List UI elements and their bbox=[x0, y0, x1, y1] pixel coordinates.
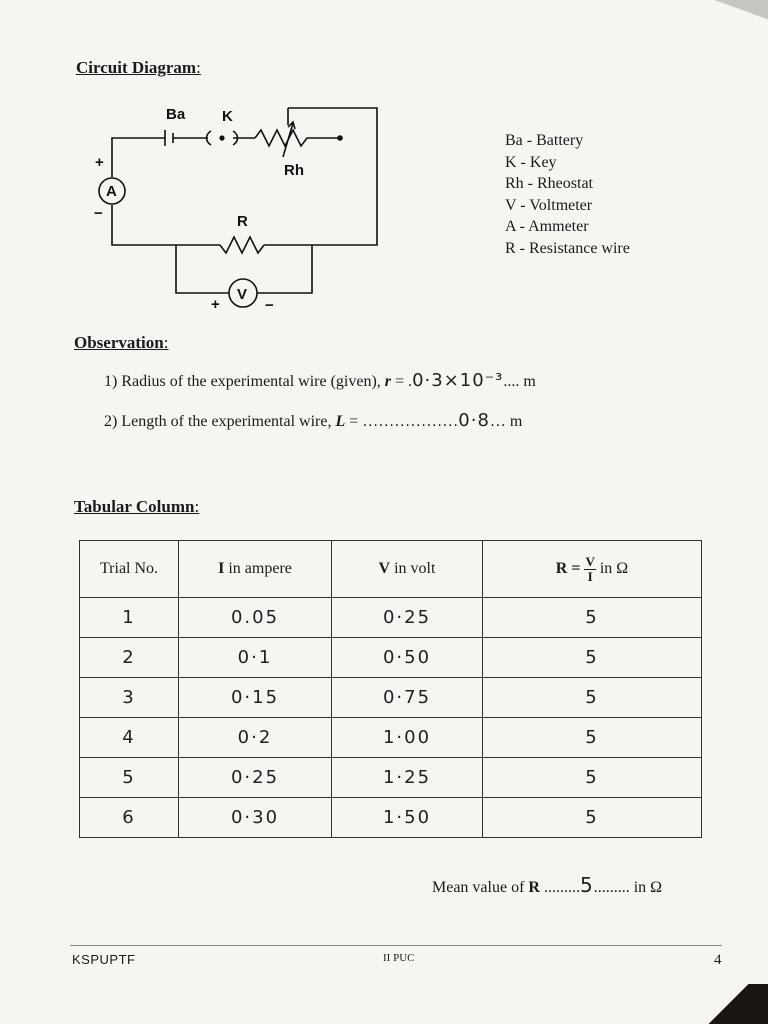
resistance-cell: 5 bbox=[483, 678, 702, 718]
current-cell: 0·25 bbox=[179, 758, 332, 798]
voltage-cell: 1·50 bbox=[332, 798, 483, 838]
observation-radius: 1) Radius of the experimental wire (given), r = .0·3×10⁻³.... m bbox=[104, 370, 536, 391]
current-cell: 0·30 bbox=[179, 798, 332, 838]
rheostat-label: Rh bbox=[284, 162, 304, 179]
current-cell: 0·15 bbox=[179, 678, 332, 718]
legend-item: Ba - Battery bbox=[505, 132, 584, 149]
resistance-cell: 5 bbox=[483, 638, 702, 678]
page-corner-shadow bbox=[708, 984, 768, 1024]
resistance-header: R = $\frac{V}{I}$ in Ω bbox=[483, 541, 702, 598]
ammeter-label: A bbox=[106, 183, 117, 200]
legend-item: R - Resistance wire bbox=[505, 239, 630, 257]
voltage-cell: 1·00 bbox=[332, 718, 483, 758]
current-cell: 0.05 bbox=[179, 598, 332, 638]
voltmeter-plus-sign: + bbox=[211, 296, 220, 313]
resistance-cell: 5 bbox=[483, 798, 702, 838]
trial-cell: 4 bbox=[80, 718, 179, 758]
length-value: 0·8 bbox=[458, 410, 490, 431]
table-row bbox=[80, 598, 702, 638]
mean-resistance-line: Mean value of R .........5......... in Ω bbox=[432, 873, 663, 897]
voltage-header: V in volt bbox=[332, 541, 483, 598]
trial-cell: 3 bbox=[80, 678, 179, 718]
mean-value: 5 bbox=[579, 873, 594, 897]
voltage-cell: 1·25 bbox=[332, 758, 483, 798]
footer-class: II PUC bbox=[383, 952, 415, 964]
tabular-column-heading: Tabular Column: bbox=[74, 497, 200, 516]
radius-value: 0·3×10⁻³ bbox=[412, 370, 504, 391]
trial-cell: 6 bbox=[80, 798, 179, 838]
circuit-diagram bbox=[80, 95, 390, 315]
ammeter-minus-sign: − bbox=[94, 205, 103, 222]
page-number: 4 bbox=[714, 952, 722, 968]
voltage-cell: 0·25 bbox=[332, 598, 483, 638]
table-row bbox=[80, 758, 702, 798]
table-row bbox=[80, 718, 702, 758]
footer-publisher: KSPUPTF bbox=[72, 952, 136, 967]
resistance-cell: 5 bbox=[483, 758, 702, 798]
resistance-cell: 5 bbox=[483, 718, 702, 758]
table-row bbox=[80, 798, 702, 838]
footer-divider bbox=[70, 945, 722, 946]
trial-cell: 5 bbox=[80, 758, 179, 798]
ammeter-plus-sign: + bbox=[95, 154, 104, 171]
legend-item: V - Voltmeter bbox=[505, 196, 593, 214]
circuit-diagram-heading: Circuit Diagram: bbox=[76, 58, 201, 77]
circuit-legend bbox=[505, 130, 630, 259]
legend-item: A - Ammeter bbox=[505, 218, 589, 235]
resistance-label: R bbox=[237, 213, 248, 230]
voltage-cell: 0·75 bbox=[332, 678, 483, 718]
page-edge-shadow bbox=[648, 0, 768, 20]
voltmeter-minus-sign: − bbox=[265, 297, 274, 314]
legend-item: Rh - Rheostat bbox=[505, 175, 593, 192]
key-label: K bbox=[222, 108, 233, 125]
voltage-cell: 0·50 bbox=[332, 638, 483, 678]
trial-cell: 2 bbox=[80, 638, 179, 678]
table-row bbox=[80, 638, 702, 678]
trial-header: Trial No. bbox=[80, 541, 179, 598]
observation-heading: Observation: bbox=[74, 333, 169, 352]
current-cell: 0·2 bbox=[179, 718, 332, 758]
legend-item: K - Key bbox=[505, 153, 557, 171]
current-cell: 0·1 bbox=[179, 638, 332, 678]
trial-cell: 1 bbox=[80, 598, 179, 638]
table-row bbox=[80, 678, 702, 718]
table-header-row bbox=[80, 541, 702, 598]
voltmeter-label: V bbox=[237, 286, 248, 303]
battery-label: Ba bbox=[166, 106, 186, 123]
current-header: I in ampere bbox=[179, 541, 332, 598]
readings-table bbox=[79, 540, 702, 838]
resistance-cell: 5 bbox=[483, 598, 702, 638]
observation-length: 2) Length of the experimental wire, L = ………………0·8… m bbox=[104, 410, 523, 431]
